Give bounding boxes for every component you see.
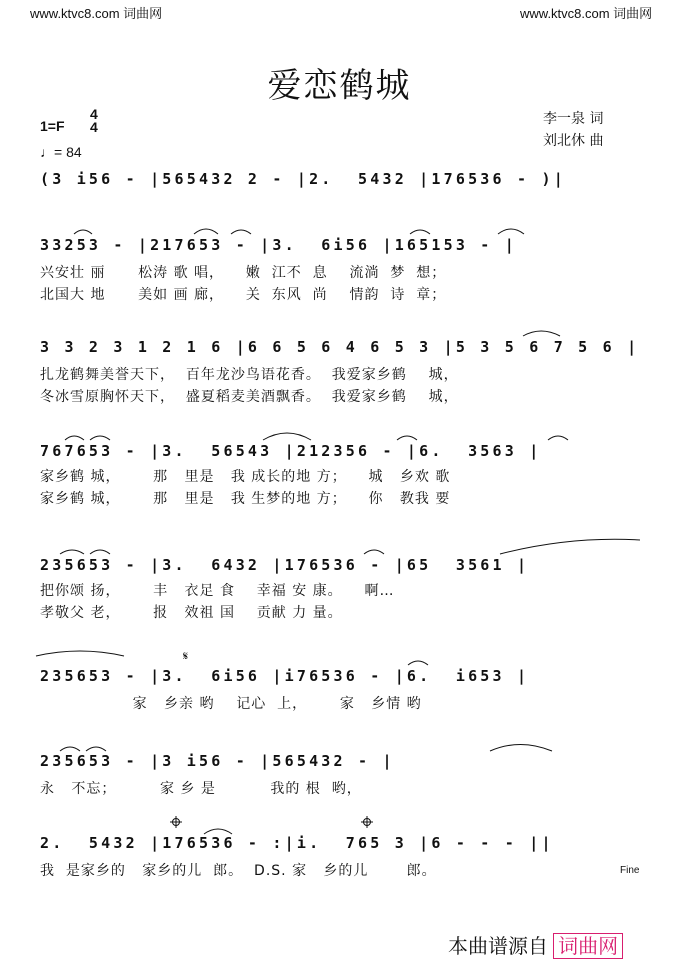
slur [500,539,640,554]
watermark-left: www.ktvc8.com 词曲网 [30,6,163,21]
watermark-right: www.ktvc8.com 词曲网 [520,6,653,21]
lyricist-credit: 李一泉 词 [543,111,604,127]
slur [60,747,80,751]
lyric-verse-1: 扎龙鹤舞美誉天下， 百年龙沙鸟语花香。 我爱家乡鹤 城， [40,367,459,383]
slur [490,745,552,752]
footer-source-label: 本曲谱源自 [448,934,548,958]
tempo-value: = 84 [54,144,82,160]
slur [90,550,110,554]
lyric-verse-1: 家 乡亲 哟 记心 上， 家 乡情 哟 [40,696,422,712]
slur [364,550,384,554]
slur [548,436,568,440]
notation-line: 3 3 2 3 1 2 1 6 |6 6 5 6 4 6 5 3 |5 3 5 6 7 5 6 | [40,338,640,356]
song-title: 爱恋鹤城 [267,66,412,106]
slur [204,829,232,834]
time-signature-bottom: 4 [90,119,98,135]
footer-brand[interactable]: 词曲网 [553,933,623,959]
slur [408,661,428,665]
footer [448,930,623,959]
time-signature-top: 4 [90,106,98,122]
key-signature: 1=F [40,118,65,134]
notation-line: 767653 - |3. 56543 |212356 - |6. 3563 | [40,442,542,460]
slur [263,433,311,440]
slur [65,436,84,440]
fine-marking: Fine [620,865,640,876]
lyric-verse-2: 冬冰雪原胸怀天下， 盛夏稻麦美酒飘香。 我爱家乡鹤 城， [40,389,459,405]
notation-line: 33253 - |217653 - |3. 6i56 |165153 - | [40,236,517,254]
lyric-verse-1: 永 不忘； 家 乡 是 我的 根 哟， [40,781,362,797]
slur [397,436,417,440]
lyric-verse-1: 兴安壮 丽 松涛 歌 唱， 嫩 江不 息 流淌 梦 想； [40,265,447,281]
notation-line: 235653 - |3. 6432 |176536 - |65 3561 | [40,556,530,574]
lyric-verse-2: 家乡鹤 城， 那 里是 我 生梦的地 方； 你 教我 要 [40,491,451,507]
slur [231,230,251,234]
slur [74,230,92,234]
lyric-verse-1: 家乡鹤 城， 那 里是 我 成长的地 方； 城 乡欢 歌 [40,469,451,485]
notation-line: 235653 - |3 i56 - |565432 - | [40,752,395,770]
notation-line: 2. 5432 |176536 - :|i. 765 3 |6 - - - || [40,834,554,852]
slur [498,229,524,234]
slur [410,230,430,234]
lyric-verse-1: 把你颂 扬， 丰 衣足 食 幸福 安 康。 啊… [40,583,395,599]
lyric-verse-1: 我 是家乡的 家乡的儿 郎。 D.S. 家 乡的儿 郎。 [40,863,437,879]
slur [90,436,110,440]
slur [60,550,84,554]
composer-credit: 刘北休 曲 [543,133,604,149]
notation-line: 235653 - |3. 6i56 |i76536 - |6. i653 | [40,667,530,685]
segno-sign: 𝄋 [183,649,189,663]
slur [36,651,124,656]
slur [86,747,106,751]
lyric-verse-2: 孝敬父 老， 报 效祖 国 贡献 力 量。 [40,605,343,621]
slur [194,229,218,234]
slur [523,331,560,336]
quarter-note-icon: ♩ [40,144,54,160]
lyric-verse-2: 北国大 地 美如 画 廊， 关 东风 尚 情韵 诗 章； [40,287,447,303]
notation-line: (3 i56 - |565432 2 - |2. 5432 |176536 - )| [40,170,566,188]
